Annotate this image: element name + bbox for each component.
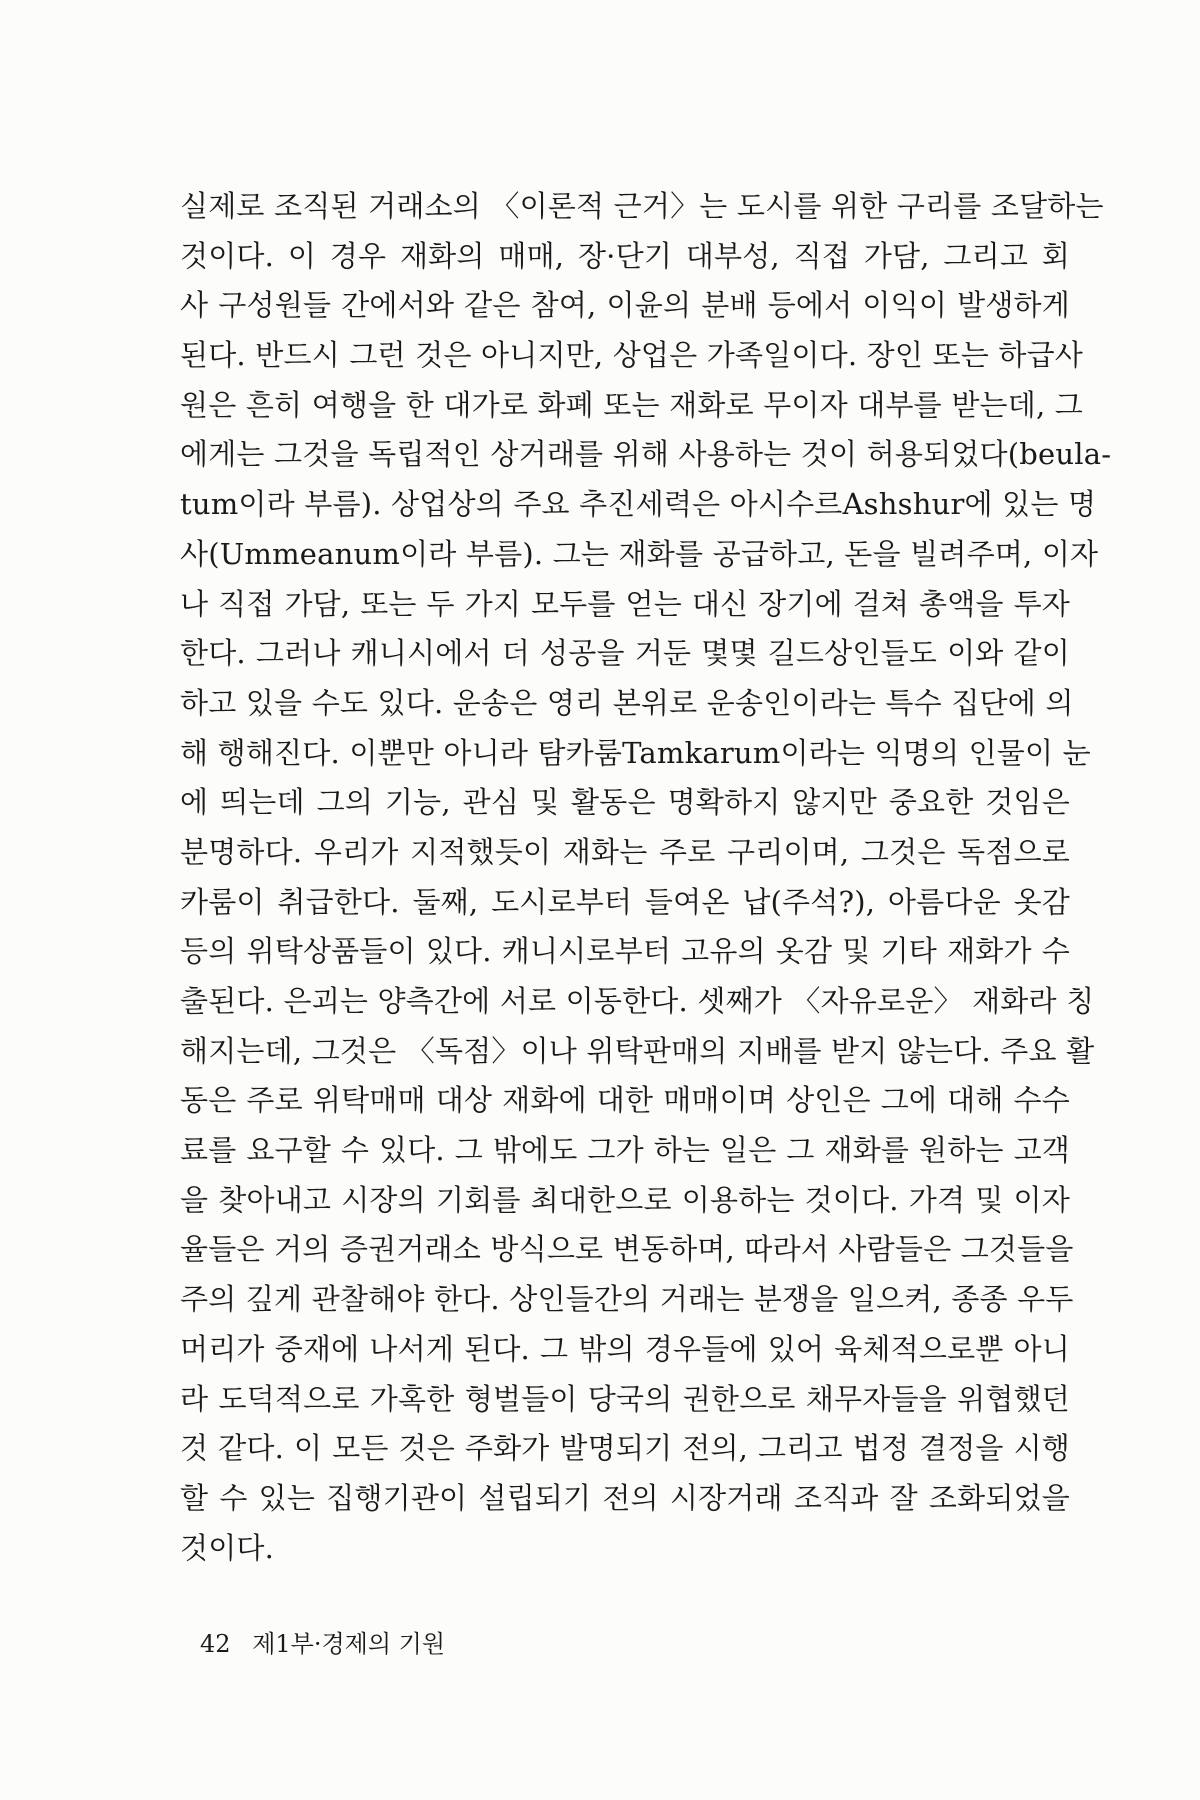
text-line: 료를 요구할 수 있다. 그 밖에도 그가 하는 일은 그 재화를 원하는 고객 <box>180 1133 1070 1168</box>
text-line: 카룸이 취급한다. 둘째, 도시로부터 들여온 납(주석?), 아름다운 옷감 <box>180 884 1070 919</box>
text-line: 사(Ummeanum이라 부름). 그는 재화를 공급하고, 돈을 빌려주며, 이자 <box>180 536 1099 571</box>
text-line: 사 구성원들 간에서와 같은 참여, 이윤의 분배 등에서 이익이 발생하게 <box>180 288 1070 323</box>
text-line: 해 행해진다. 이뿐만 아니라 탐카룸Tamkarum이라는 익명의 인물이 눈 <box>180 735 1091 770</box>
text-line: 라 도덕적으로 가혹한 형벌들이 당국의 권한으로 채무자들을 위협했던 <box>180 1381 1070 1416</box>
text-line: 율들은 거의 증권거래소 방식으로 변동하며, 따라서 사람들은 그것들을 <box>180 1232 1074 1267</box>
body-text <box>180 182 1112 1573</box>
text-line: 주의 깊게 관찰해야 한다. 상인들간의 거래는 분쟁을 일으켜, 종종 우두 <box>180 1282 1074 1317</box>
text-line: 된다. 반드시 그런 것은 아니지만, 상업은 가족일이다. 장인 또는 하급사 <box>180 338 1084 373</box>
text-line: 하고 있을 수도 있다. 운송은 영리 본위로 운송인이라는 특수 집단에 의 <box>180 685 1074 720</box>
text-line: 것이다. 이 경우 재화의 매매, 장·단기 대부성, 직접 가담, 그리고 회 <box>180 238 1070 273</box>
text-line: tum이라 부름). 상업상의 주요 추진세력은 아시수르Ashshur에 있는 명 <box>180 487 1097 522</box>
text-line: 원은 흔히 여행을 한 대가로 화폐 또는 재화로 무이자 대부를 받는데, 그 <box>180 387 1084 422</box>
text-line-last: 것이다. <box>180 1530 275 1565</box>
text-line: 을 찾아내고 시장의 기회를 최대한으로 이용하는 것이다. 가격 및 이자 <box>180 1182 1070 1217</box>
text-line: 에게는 그것을 독립적인 상거래를 위해 사용하는 것이 허용되었다(beula- <box>180 437 1112 472</box>
text-line: 것 같다. 이 모든 것은 주화가 발명되기 전의, 그리고 법정 결정을 시행 <box>180 1431 1070 1466</box>
text-line: 등의 위탁상품들이 있다. 캐니시로부터 고유의 옷감 및 기타 재화가 수 <box>180 934 1070 969</box>
running-title: 제1부·경제의 기원 <box>252 1630 446 1658</box>
text-line: 할 수 있는 집행기관이 설립되기 전의 시장거래 조직과 잘 조화되었을 <box>180 1480 1070 1515</box>
text-line: 실제로 조직된 거래소의 〈이론적 근거〉는 도시를 위한 구리를 조달하는 <box>180 189 1104 223</box>
text-line: 출된다. 은괴는 양측간에 서로 이동한다. 셋째가 〈자유로운〉 재화라 칭 <box>180 984 1095 1018</box>
text-line: 해지는데, 그것은 〈독점〉이나 위탁판매의 지배를 받지 않는다. 주요 활 <box>180 1033 1095 1068</box>
text-line: 동은 주로 위탁매매 대상 재화에 대한 매매이며 상인은 그에 대해 수수 <box>180 1083 1070 1118</box>
text-line: 에 띄는데 그의 기능, 관심 및 활동은 명확하지 않지만 중요한 것임은 <box>180 785 1070 820</box>
page-footer <box>200 1624 445 1659</box>
page-number: 42 <box>200 1630 231 1658</box>
text-line: 분명하다. 우리가 지적했듯이 재화는 주로 구리이며, 그것은 독점으로 <box>180 834 1070 869</box>
text-line: 머리가 중재에 나서게 된다. 그 밖의 경우들에 있어 육체적으로뿐 아니 <box>180 1331 1070 1366</box>
text-line: 한다. 그러나 캐니시에서 더 성공을 거둔 몇몇 길드상인들도 이와 같이 <box>180 636 1070 671</box>
text-line: 나 직접 가담, 또는 두 가지 모두를 얻는 대신 장기에 걸쳐 총액을 투자 <box>180 586 1070 621</box>
